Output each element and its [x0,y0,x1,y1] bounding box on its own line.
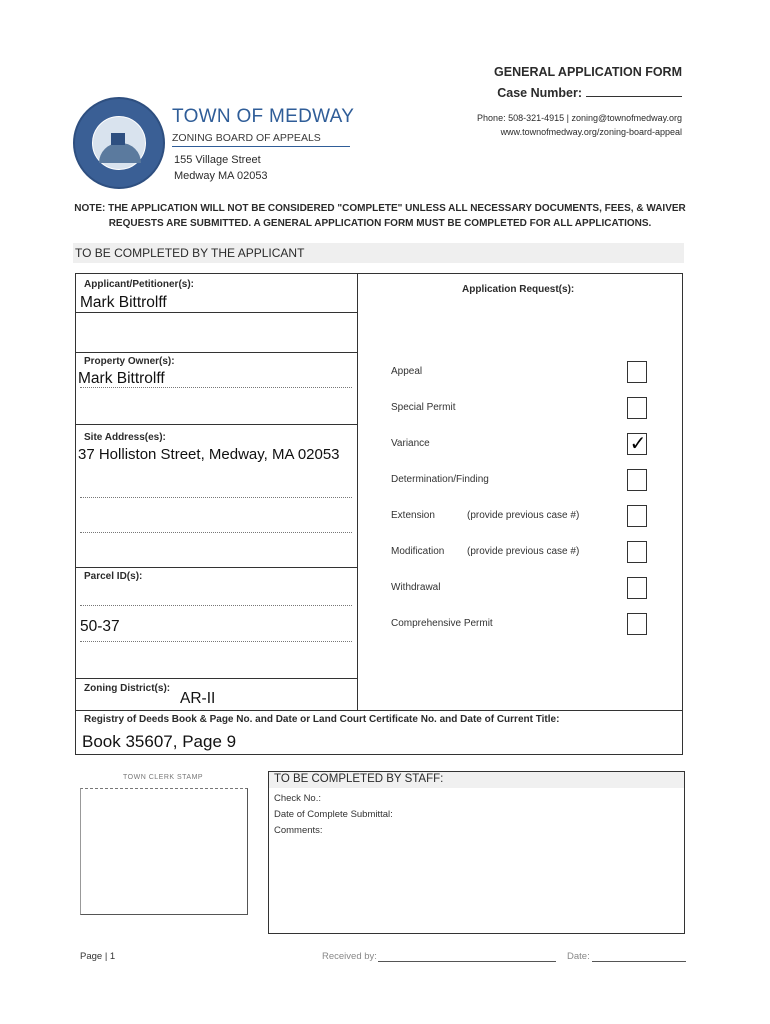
owner-top-rule [75,352,357,353]
office-street: 155 Village Street [174,154,261,166]
checkbox-special-permit[interactable] [627,397,647,419]
request-label-determination: Determination/Finding [391,474,489,485]
request-label-withdrawal: Withdrawal [391,582,441,593]
site-line-2 [80,497,352,498]
registry-top-rule [75,710,683,711]
request-note-modification: (provide previous case #) [467,546,580,557]
seal-center [92,116,146,170]
applicant-value[interactable]: Mark Bittrolff [80,294,167,311]
requests-heading: Application Request(s): [462,284,575,295]
date-complete-label: Date of Complete Submittal: [274,809,393,820]
town-clerk-stamp-label: TOWN CLERK STAMP [123,774,204,781]
checkbox-modification[interactable] [627,541,647,563]
district-top-rule [75,678,357,679]
site-line-3 [80,532,352,533]
request-label-extension: Extension [391,510,435,521]
checkbox-comprehensive-permit[interactable] [627,613,647,635]
parcel-line-1 [80,605,352,606]
request-label-variance: Variance [391,438,430,449]
site-address-label: Site Address(es): [84,432,166,443]
request-label-special-permit: Special Permit [391,402,456,413]
form-title: GENERAL APPLICATION FORM [494,65,682,79]
applicant-rule [75,312,357,313]
checkbox-extension[interactable] [627,505,647,527]
parcel-line-2 [80,641,352,642]
applicant-label: Applicant/Petitioner(s): [84,279,195,290]
board-name: ZONING BOARD OF APPEALS [172,132,321,144]
registry-label: Registry of Deeds Book & Page No. and Date or Land Court Certificate No. and Date of Current Title: [84,714,560,725]
town-seal-logo [73,97,165,189]
staff-section-box [268,771,685,934]
received-by-line[interactable] [378,961,556,962]
received-by-label: Received by: [322,951,377,962]
board-name-rule [172,146,350,147]
seal-hill [99,143,141,163]
request-label-comprehensive-permit: Comprehensive Permit [391,618,493,629]
request-label-modification: Modification [391,546,445,557]
parcel-id-label: Parcel ID(s): [84,571,143,582]
completeness-note-line1: NOTE: THE APPLICATION WILL NOT BE CONSIDERED "COMPLETE" UNLESS ALL NECESSARY DOCUMENTS, FEES, & WAIVER [74,203,686,214]
comments-label: Comments: [274,825,323,836]
site-top-rule [75,424,357,425]
town-clerk-stamp-box [80,788,248,915]
office-city: Medway MA 02053 [174,170,268,182]
owner-value[interactable]: Mark Bittrolff [78,370,165,387]
checkbox-determination[interactable] [627,469,647,491]
contact-website: www.townofmedway.org/zoning-board-appeal [500,127,682,137]
date-line[interactable] [592,961,686,962]
checkbox-appeal[interactable] [627,361,647,383]
case-number-label: Case Number: [497,86,582,100]
zoning-district-label: Zoning District(s): [84,683,171,694]
checkbox-variance[interactable] [627,433,647,455]
case-number-field[interactable] [586,86,682,97]
page-number: Page | 1 [80,951,116,962]
checkmark-icon: ✓ [629,433,647,455]
applicant-section-heading: TO BE COMPLETED BY THE APPLICANT [75,246,305,260]
date-label: Date: [567,951,590,962]
checkbox-withdrawal[interactable] [627,577,647,599]
site-address-value[interactable]: 37 Holliston Street, Medway, MA 02053 [78,446,340,463]
request-label-appeal: Appeal [391,366,423,377]
owner-label: Property Owner(s): [84,356,175,367]
registry-value[interactable]: Book 35607, Page 9 [82,732,237,751]
town-name: TOWN OF MEDWAY [172,106,355,127]
parcel-top-rule [75,567,357,568]
completeness-note-line2: REQUESTS ARE SUBMITTED. A GENERAL APPLICATION FORM MUST BE COMPLETED FOR ALL APPLICATIONS. [108,218,652,229]
column-divider [357,273,358,710]
contact-phone-email: Phone: 508-321-4915 | zoning@townofmedway.org [477,113,682,123]
check-no-label: Check No.: [274,793,321,804]
zoning-district-value[interactable]: AR-II [180,690,216,707]
parcel-id-value[interactable]: 50-37 [80,618,120,635]
staff-heading: TO BE COMPLETED BY STAFF: [274,773,444,785]
case-number-line [0,86,682,100]
request-note-extension: (provide previous case #) [467,510,580,521]
